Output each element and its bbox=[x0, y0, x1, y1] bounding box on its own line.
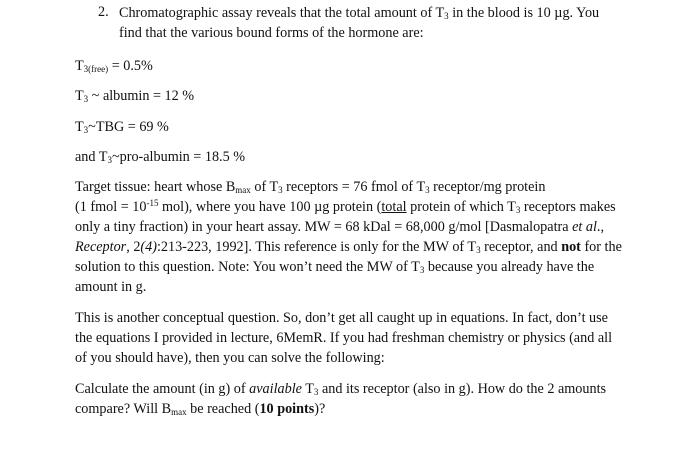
bound-form-free: $T_{3(free)} = 0.5\%$ bbox=[75, 58, 153, 74]
question-number: 2. bbox=[98, 4, 109, 20]
conceptual-line-2: the equations I provided in lecture, 6MemR. If you had freshman chemistry or physics (and all bbox=[75, 330, 613, 346]
calculate-line-2: compare? Will $B_{max}$ be reached (10 points)? bbox=[75, 401, 326, 417]
question-intro-line-2: find that the various bound forms of the hormone are: bbox=[119, 25, 424, 41]
target-line-4: Receptor, 2(4):213-223, 1992]. This reference is only for the MW of $T_3$ receptor, and not for the bbox=[75, 239, 622, 255]
target-line-1: Target tissue: heart whose $B_{max}$ of $T_3$ receptors = 76 fmol of $T_3$ receptor/mg protein bbox=[75, 179, 546, 195]
target-line-6: amount in g. bbox=[75, 279, 147, 295]
calculate-line-1: Calculate the amount (in g) of available $T_3$ and its receptor (also in g). How do the 2 amounts bbox=[75, 381, 607, 397]
bound-form-tbg: $T_3\sim TBG = 69$ % bbox=[75, 119, 169, 135]
conceptual-line-1: This is another conceptual question. So, don’t get all caught up in equations. In fact, don’t use bbox=[75, 310, 608, 326]
conceptual-line-3: of you should have), then you can solve the following: bbox=[75, 350, 385, 366]
target-line-5: solution to this question. Note: You won’t need the MW of $T_3$ because you already have the bbox=[75, 259, 595, 275]
target-line-2: (1 fmol = $10^{-15}$ mol), where you have 100 µg protein (total protein of which $T_3$ receptors makes bbox=[75, 198, 616, 215]
bound-form-albumin: $T_3$ ~ albumin = 12 % bbox=[75, 88, 195, 104]
bound-form-prealbumin: and $T_3\sim pro$-albumin = 18.5 % bbox=[75, 149, 246, 165]
target-line-3: only a tiny fraction) in your heart assay. MW = 68 kDal = 68,000 g/mol [Dasmalopatra et al., bbox=[75, 219, 605, 235]
question-intro-line-1: Chromatographic assay reveals that the total amount of $T_3$ in the blood is 10 µg. You bbox=[119, 5, 600, 21]
